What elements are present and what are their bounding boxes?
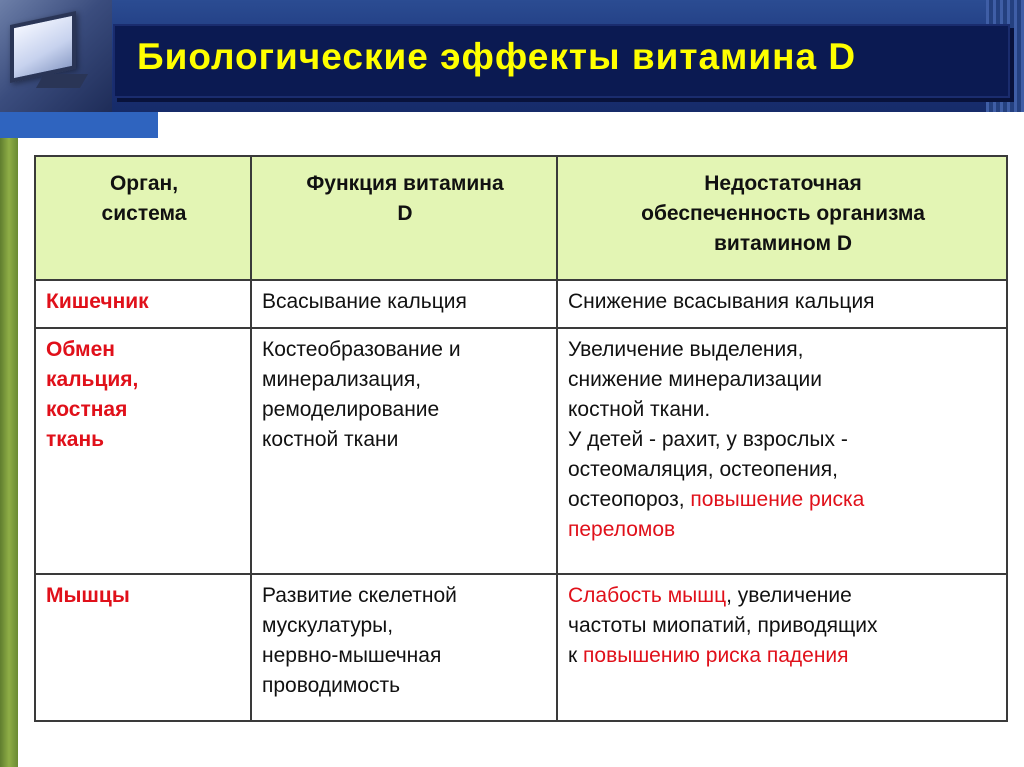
header-deficiency: Недостаточная обеспеченность организма витамином D [557, 156, 1007, 280]
row-deficiency [557, 328, 1007, 574]
deficiency-highlight: Слабость мышц [568, 584, 727, 607]
table-header-row [35, 156, 1007, 280]
row-deficiency [557, 574, 1007, 721]
computer-monitor-icon [0, 0, 112, 112]
row-function: Развитие скелетной мускулатуры, нервно-мышечная проводимость [251, 574, 557, 721]
table-row [35, 574, 1007, 721]
table-row [35, 280, 1007, 328]
header-function: Функция витамина D [251, 156, 557, 280]
row-organ: Кишечник [35, 280, 251, 328]
slide-title: Биологические эффекты витамина D [137, 36, 857, 77]
row-organ: Обмен кальция, костная ткань [35, 328, 251, 574]
vitamin-d-table [34, 155, 1008, 722]
row-function: Костеобразование и минерализация, ремоделирование костной ткани [251, 328, 557, 574]
monitor-screen [10, 11, 76, 83]
deficiency-highlight: повышению риска падения [583, 644, 849, 667]
deficiency-text: Увеличение выделения, снижение минерализации костной ткани. У детей - рахит, у взрослых - остеомаляция, остеопения, остеопороз, [568, 338, 848, 511]
row-deficiency: Снижение всасывания кальция [557, 280, 1007, 328]
title-box [113, 24, 1010, 98]
monitor-stand [36, 74, 88, 88]
deficiency-highlight: повышение риска переломов [568, 488, 865, 541]
left-accent-bar [0, 112, 158, 138]
deficiency-text: , увеличение частоты миопатий, приводящих к [568, 584, 878, 667]
row-function: Всасывание кальция [251, 280, 557, 328]
left-green-stripe [0, 138, 18, 767]
header-organ: Орган, система [35, 156, 251, 280]
row-organ: Мышцы [35, 574, 251, 721]
table-row [35, 328, 1007, 574]
